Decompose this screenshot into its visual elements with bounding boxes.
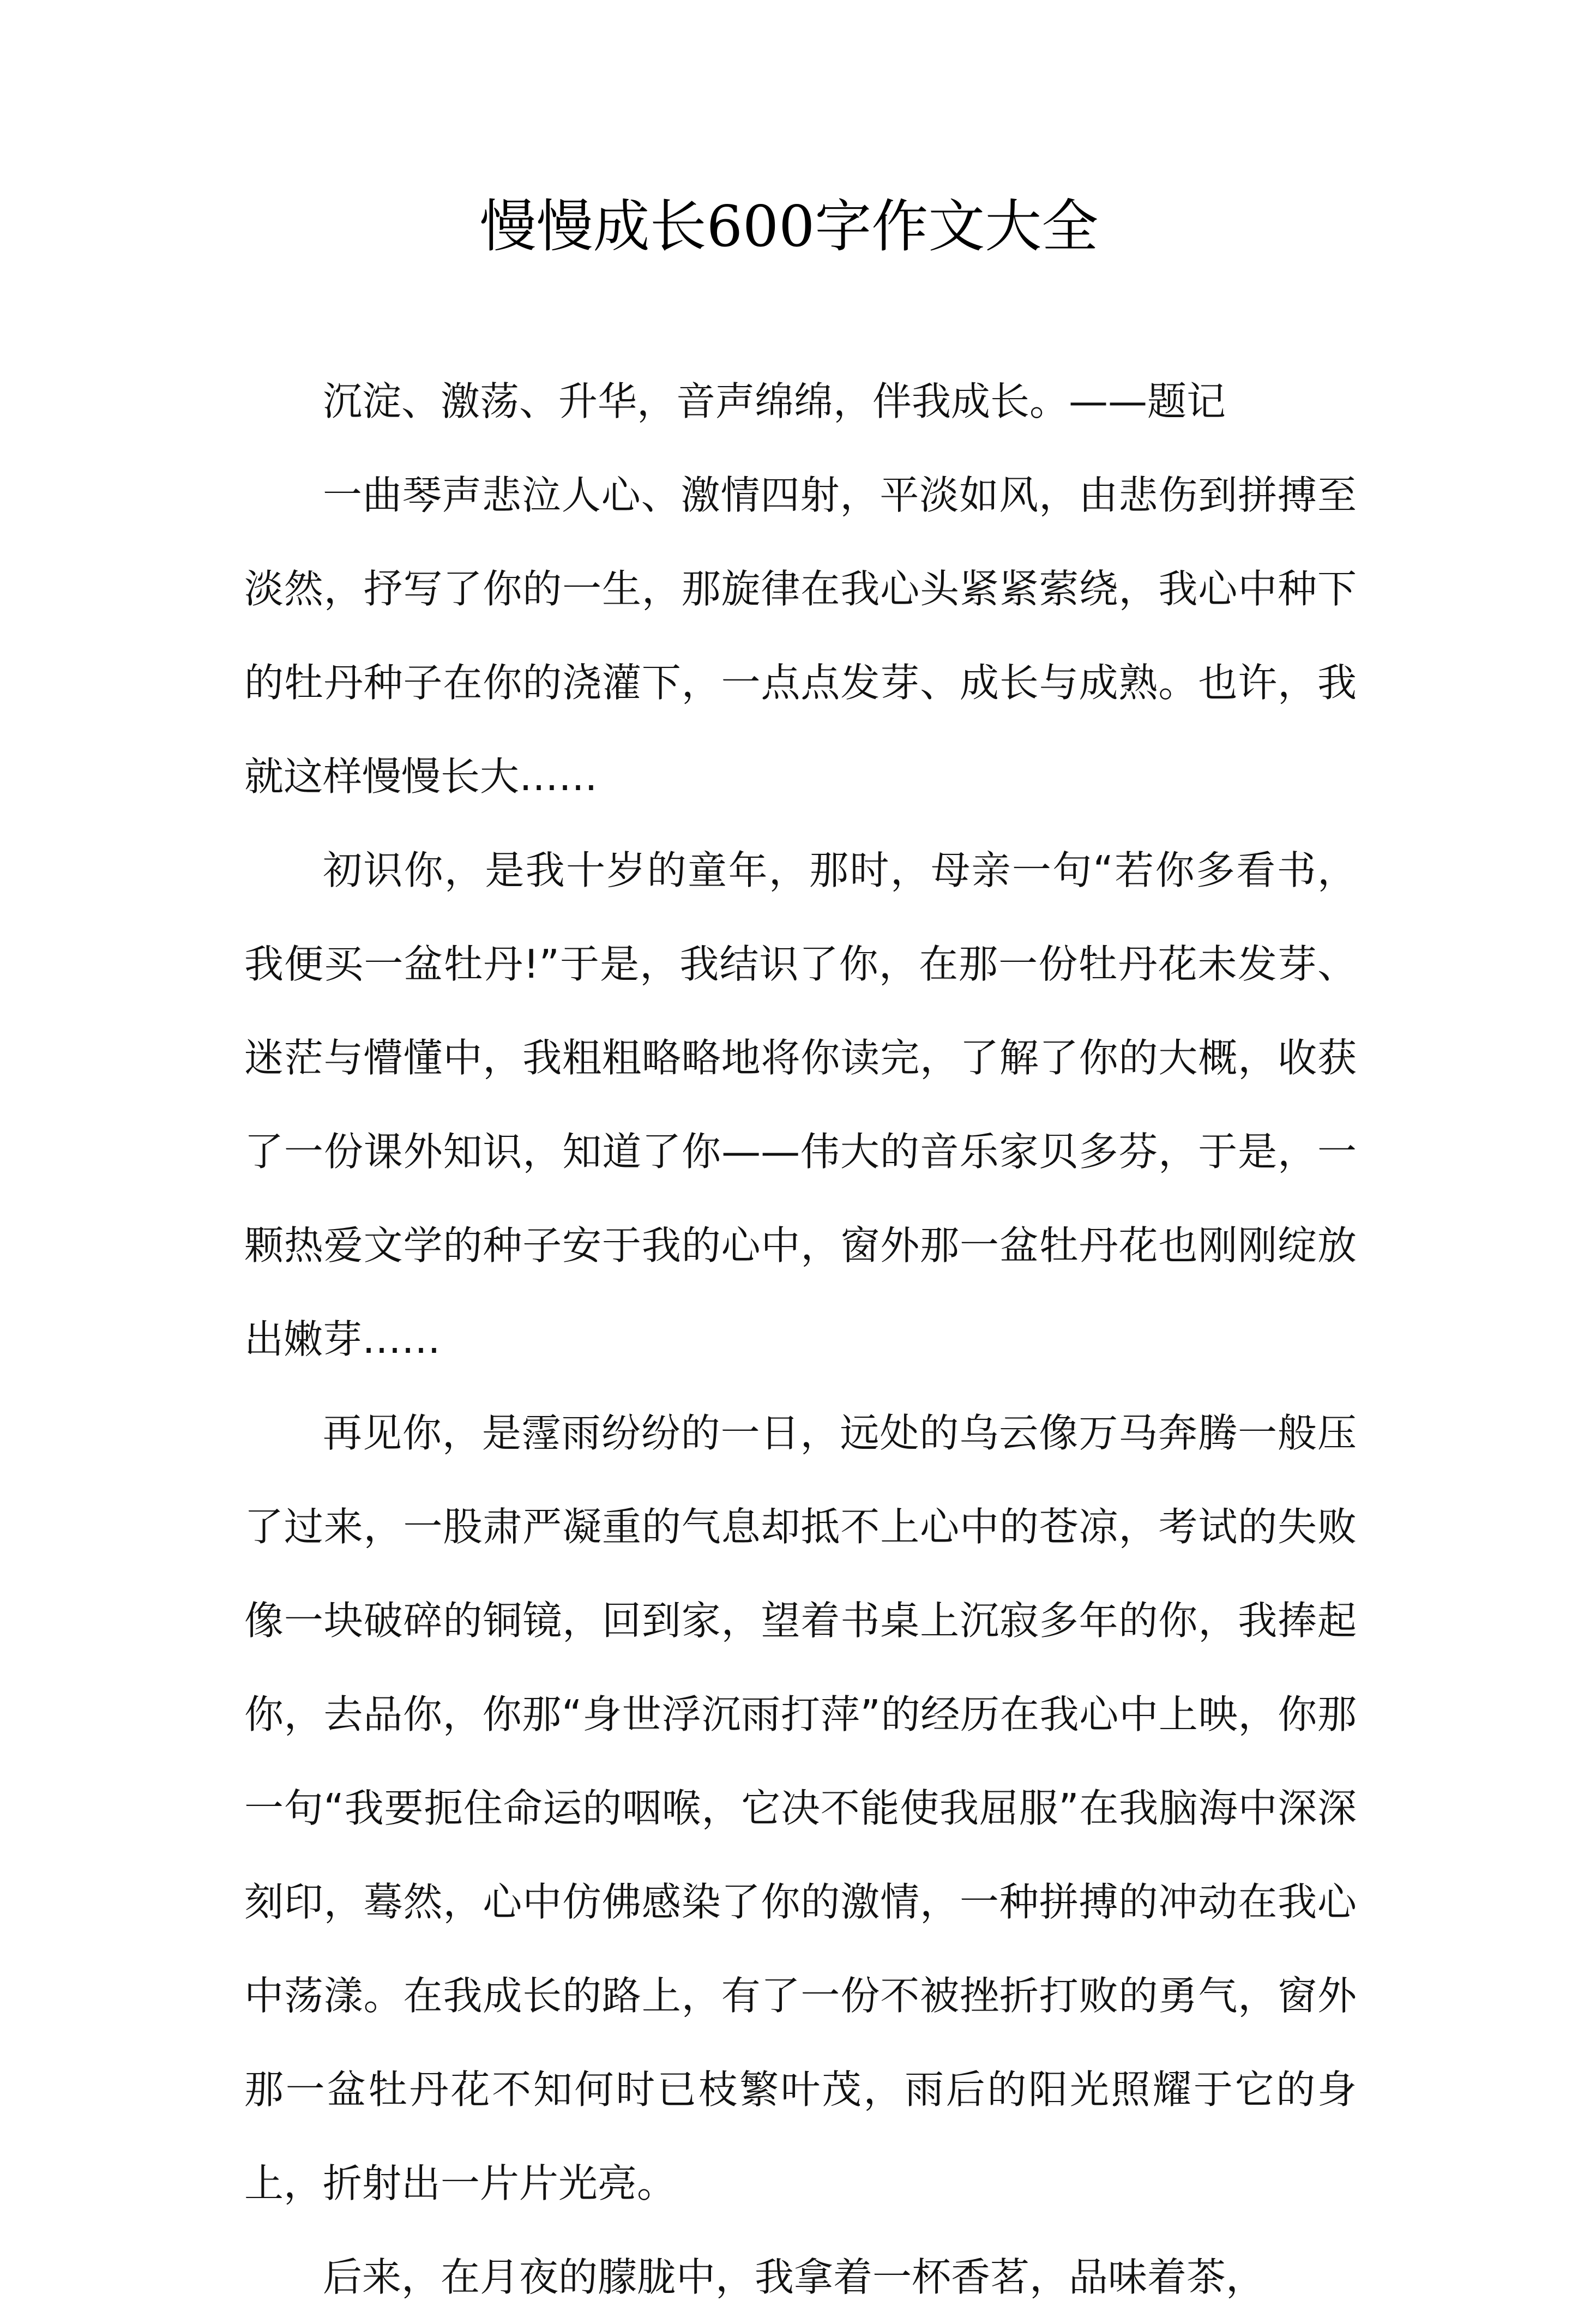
paragraph-epigraph: 沉淀、激荡、升华，音声绵绵，伴我成长。——题记 — [323, 378, 1226, 424]
document-body — [244, 354, 1357, 2324]
paragraph-intro: 一曲琴声悲泣人心、激情四射，平淡如风，由悲伤到拼搏至淡然，抒写了你的一生，那旋律在我心头紧紧萦绕，我心中种下的牡丹种子在你的浇灌下，一点点发芽、成长与成熟。也许，我就这样慢慢长大…… — [244, 472, 1357, 799]
document-title: 慢慢成长600字作文大全 — [479, 193, 1099, 260]
paragraph-later: 后来，在月夜的朦胧中，我拿着一杯香茗，品味着茶， — [323, 2254, 1266, 2300]
paragraph-second-meeting: 再见你，是霪雨纷纷的一日，远处的乌云像万马奔腾一般压了过来，一股肃严凝重的气息却抵不上心中的苍凉，考试的失败像一块破碎的铜镜，回到家，望着书桌上沉寂多年的你，我捧起你，去品你，你那“身世浮沉雨打萍”的经历在我心中上映，你那一句“我要扼住命运的咽喉，它决不能使我屈服”在我脑海中深深刻印，蓦然，心中仿佛感染了你的激情，一种拼搏的冲动在我心中荡漾。在我成长的路上，有了一份不被挫折打败的勇气，窗外那一盆牡丹花不知何时已枝繁叶茂，雨后的阳光照耀于它的身上，折射出一片片光亮。 — [244, 1410, 1357, 2206]
paragraph-first-meeting: 初识你，是我十岁的童年，那时，母亲一句“若你多看书，我便买一盆牡丹!”于是，我结识了你，在那一份牡丹花未发芽、迷茫与懵懂中，我粗粗略略地将你读完，了解了你的大概，收获了一份课外知识，知道了你——伟大的音乐家贝多芬，于是，一颗热爱文学的种子安于我的心中，窗外那一盆牡丹花也刚刚绽放出嫩芽…… — [244, 847, 1357, 1362]
